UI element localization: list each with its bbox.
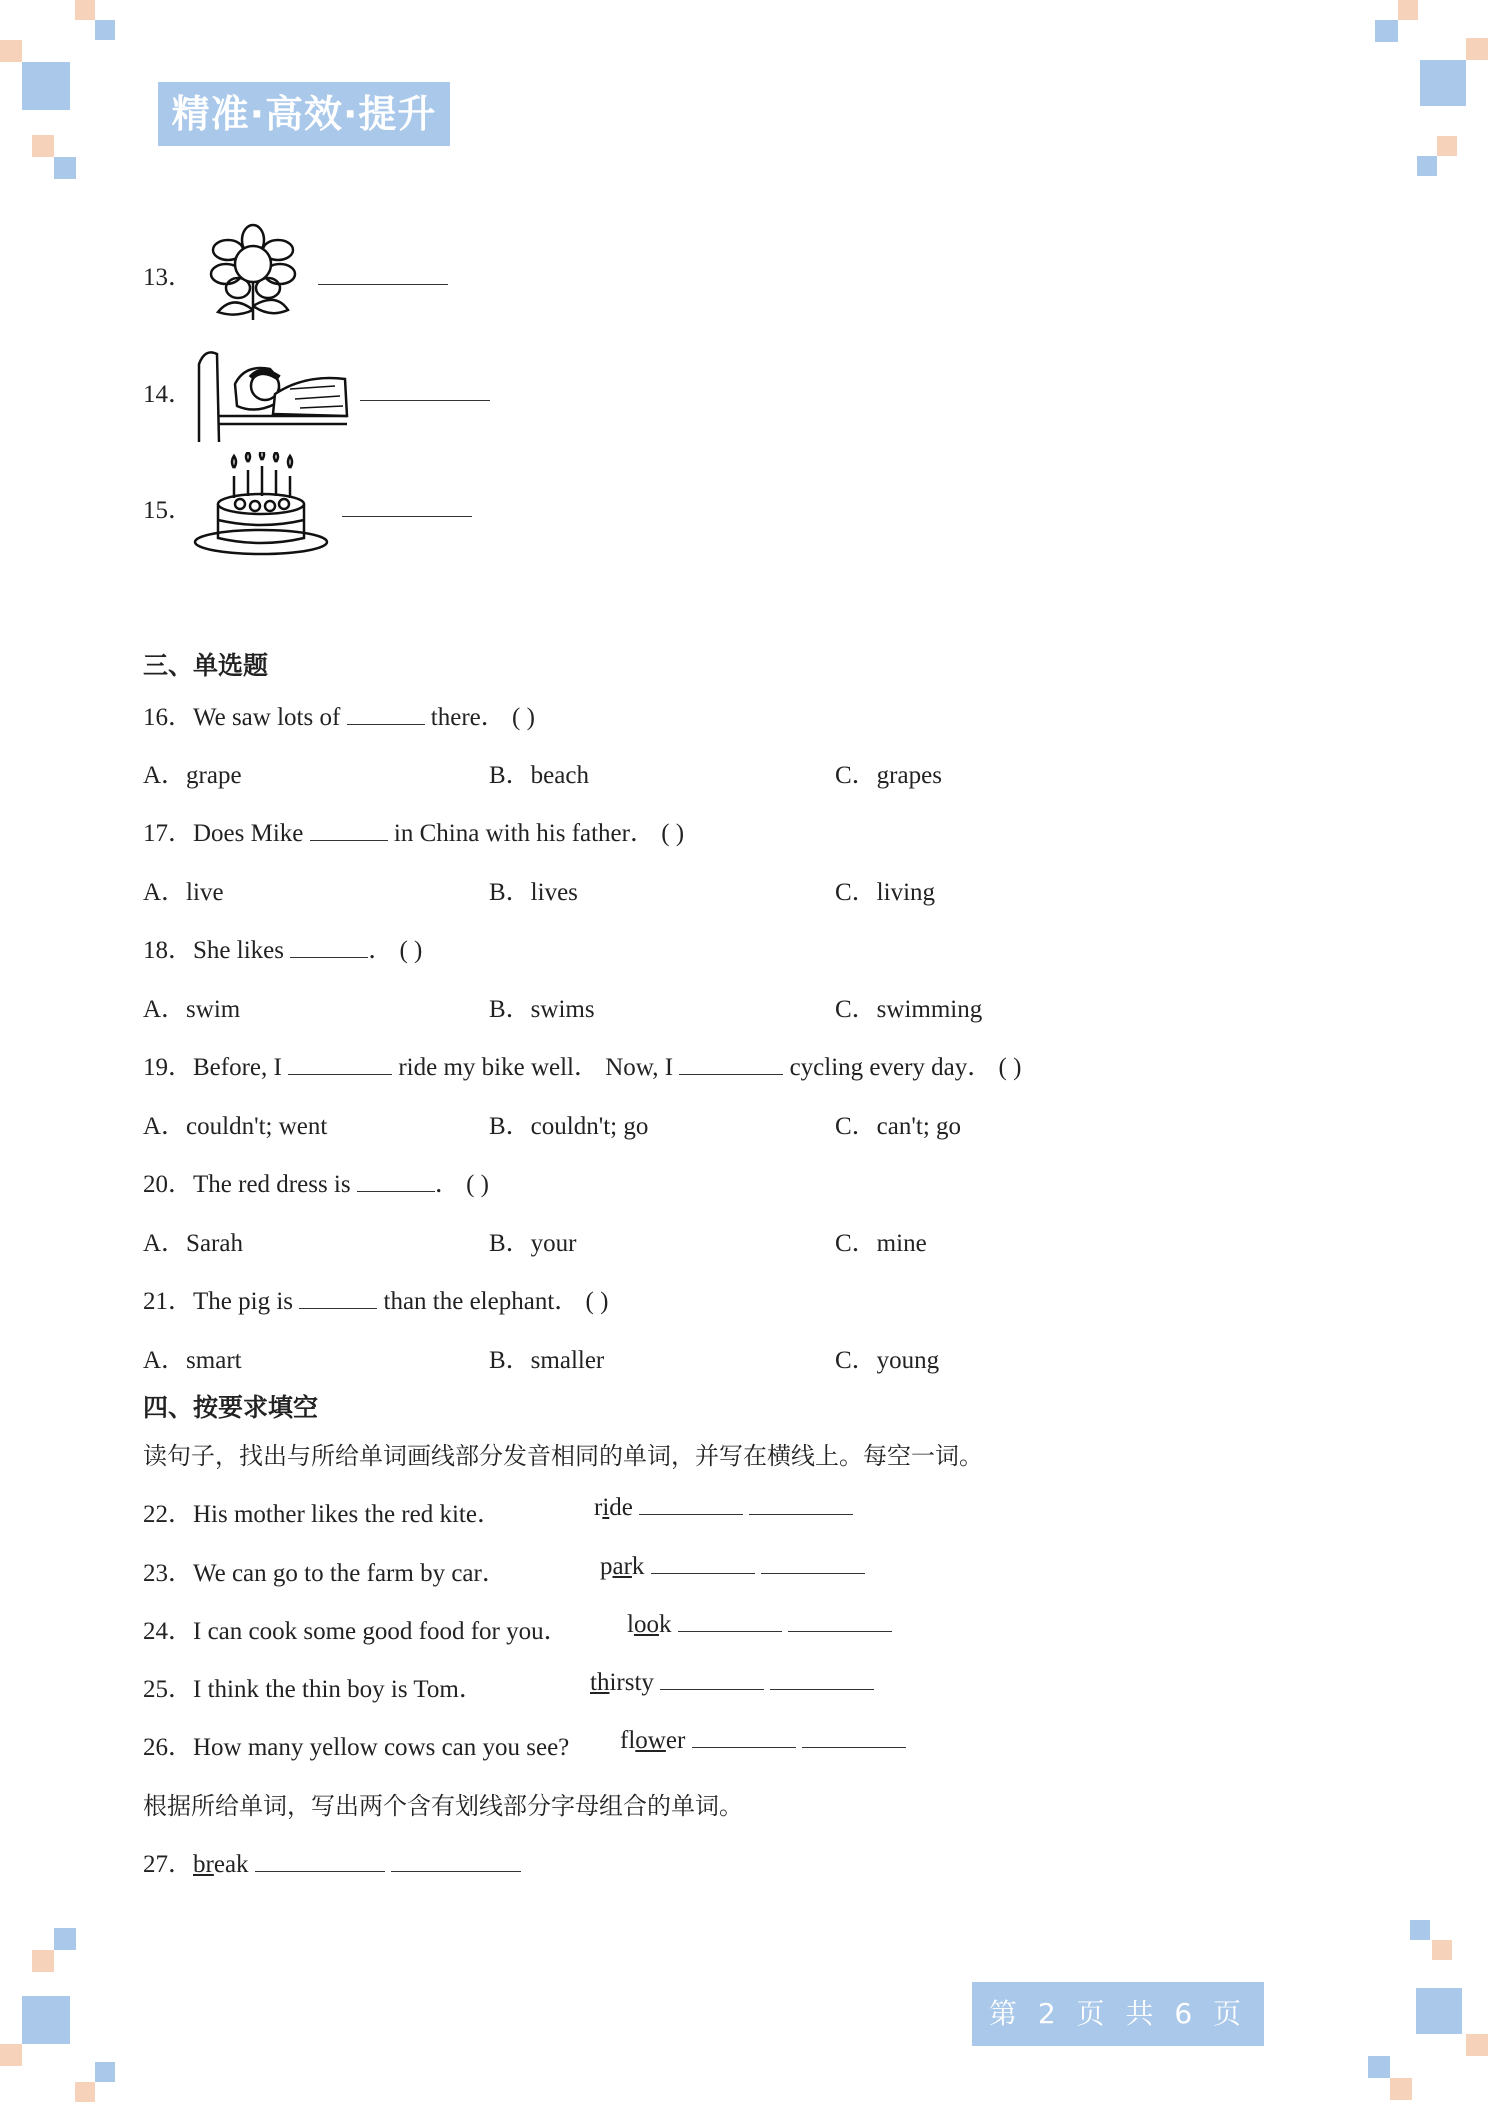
option-21-a[interactable]: A．smart [143,1347,242,1374]
answer-blank-13[interactable] [318,264,448,285]
header-badge: 精准·高效·提升 [158,82,450,146]
question-22: 22．His mother likes the red kite． [143,1501,502,1528]
question-text: in China with his father． ( ) [387,820,685,847]
answer-blank[interactable] [357,1171,435,1192]
option-20-a[interactable]: A．Sarah [143,1230,243,1257]
page-indicator: 第 2 页 共 6 页 [972,1982,1264,2046]
question-number-13: 13． [143,264,194,291]
birthday-cake-icon [192,452,330,556]
question-text: ride my bike well． Now, I [392,1054,680,1081]
question-number: 27． [143,1851,194,1878]
question-text: 19．Before, I [143,1054,289,1081]
answer-blank[interactable] [788,1611,892,1632]
section-title-single-choice: 三、单选题 [143,651,269,680]
question-16 [143,697,535,733]
question-18 [143,930,422,966]
question-text: ． ( ) [434,1171,489,1198]
underlined-letters: br [193,1851,214,1878]
question-24: 24．I can cook some good food for you． [143,1618,569,1645]
option-16-a[interactable]: A．grape [143,762,242,789]
question-text: 16．We saw lots of [143,704,347,731]
option-18-b[interactable]: B．swims [489,996,595,1023]
word-part: irsty [609,1669,654,1696]
question-26: 26．How many yellow cows can you see? [143,1734,570,1761]
answer-blank[interactable] [660,1669,764,1690]
answer-blank[interactable] [290,937,368,958]
instruction-text-2: 根据所给单词，写出两个含有划线部分字母组合的单词。 [143,1792,743,1820]
answer-blank[interactable] [749,1494,853,1515]
option-17-a[interactable]: A．live [143,879,224,906]
word-part: r [594,1494,603,1521]
option-19-c[interactable]: C．can't; go [835,1113,962,1140]
answer-blank[interactable] [651,1553,755,1574]
word-part: de [609,1494,633,1521]
word-part: fl [620,1727,636,1754]
answer-line-25 [590,1669,874,1697]
question-27 [143,1844,521,1880]
option-19-a[interactable]: A．couldn't; went [143,1113,328,1140]
question-21 [143,1281,608,1317]
question-20 [143,1164,489,1200]
word-part: p [600,1553,613,1580]
question-text: 18．She likes [143,937,291,964]
word-part: k [631,1553,645,1580]
question-number-14: 14． [143,381,194,408]
answer-blank[interactable] [678,1611,782,1632]
underlined-letters: ow [635,1727,666,1754]
option-19-b[interactable]: B．couldn't; go [489,1113,649,1140]
answer-blank[interactable] [692,1727,796,1748]
answer-blank[interactable] [391,1851,521,1872]
option-20-b[interactable]: B．your [489,1230,577,1257]
sleeping-in-bed-icon [195,344,350,442]
underlined-letters: ar [612,1553,632,1580]
option-16-b[interactable]: B．beach [489,762,589,789]
question-text: ． ( ) [368,937,423,964]
answer-line-23 [600,1553,865,1581]
answer-blank[interactable] [310,820,388,841]
question-text: cycling every day． ( ) [783,1054,1022,1081]
section-title-fill-in: 四、按要求填空 [143,1393,319,1422]
answer-line-24 [627,1611,892,1639]
answer-blank[interactable] [639,1494,743,1515]
question-text: 20．The red dress is [143,1171,357,1198]
word-part: k [658,1611,672,1638]
instruction-text: 读句子，找出与所给单词画线部分发音相同的单词，并写在横线上。每空一词。 [143,1442,983,1470]
question-19 [143,1047,1021,1083]
answer-blank-15[interactable] [342,496,472,517]
answer-blank[interactable] [255,1851,385,1872]
question-17 [143,813,684,849]
answer-line-26 [620,1727,906,1755]
question-text: than the elephant． ( ) [377,1288,609,1315]
answer-blank[interactable] [679,1054,783,1075]
underlined-letters: th [590,1669,610,1696]
option-18-a[interactable]: A．swim [143,996,241,1023]
underlined-letters: oo [633,1611,659,1638]
option-21-c[interactable]: C．young [835,1347,940,1374]
answer-blank[interactable] [347,704,425,725]
word-part: l [627,1611,634,1638]
answer-blank-14[interactable] [360,380,490,401]
option-17-c[interactable]: C．living [835,879,936,906]
option-17-b[interactable]: B．lives [489,879,578,906]
word-part: eak [213,1851,249,1878]
question-text: there． ( ) [424,704,535,731]
underlined-letters: i [602,1494,610,1521]
question-23: 23．We can go to the farm by car． [143,1560,507,1587]
question-number-15: 15． [143,497,194,524]
word-part: er [665,1727,686,1754]
question-text: 17．Does Mike [143,820,310,847]
option-16-c[interactable]: C．grapes [835,762,942,789]
answer-blank[interactable] [770,1669,874,1690]
answer-blank[interactable] [761,1553,865,1574]
option-20-c[interactable]: C．mine [835,1230,927,1257]
answer-blank[interactable] [299,1288,377,1309]
option-18-c[interactable]: C．swimming [835,996,983,1023]
answer-line-22 [594,1494,853,1522]
option-21-b[interactable]: B．smaller [489,1347,605,1374]
answer-blank[interactable] [802,1727,906,1748]
question-text: 21．The pig is [143,1288,300,1315]
answer-blank[interactable] [288,1054,392,1075]
question-25: 25．I think the thin boy is Tom． [143,1676,484,1703]
sunflower-icon [198,222,306,322]
